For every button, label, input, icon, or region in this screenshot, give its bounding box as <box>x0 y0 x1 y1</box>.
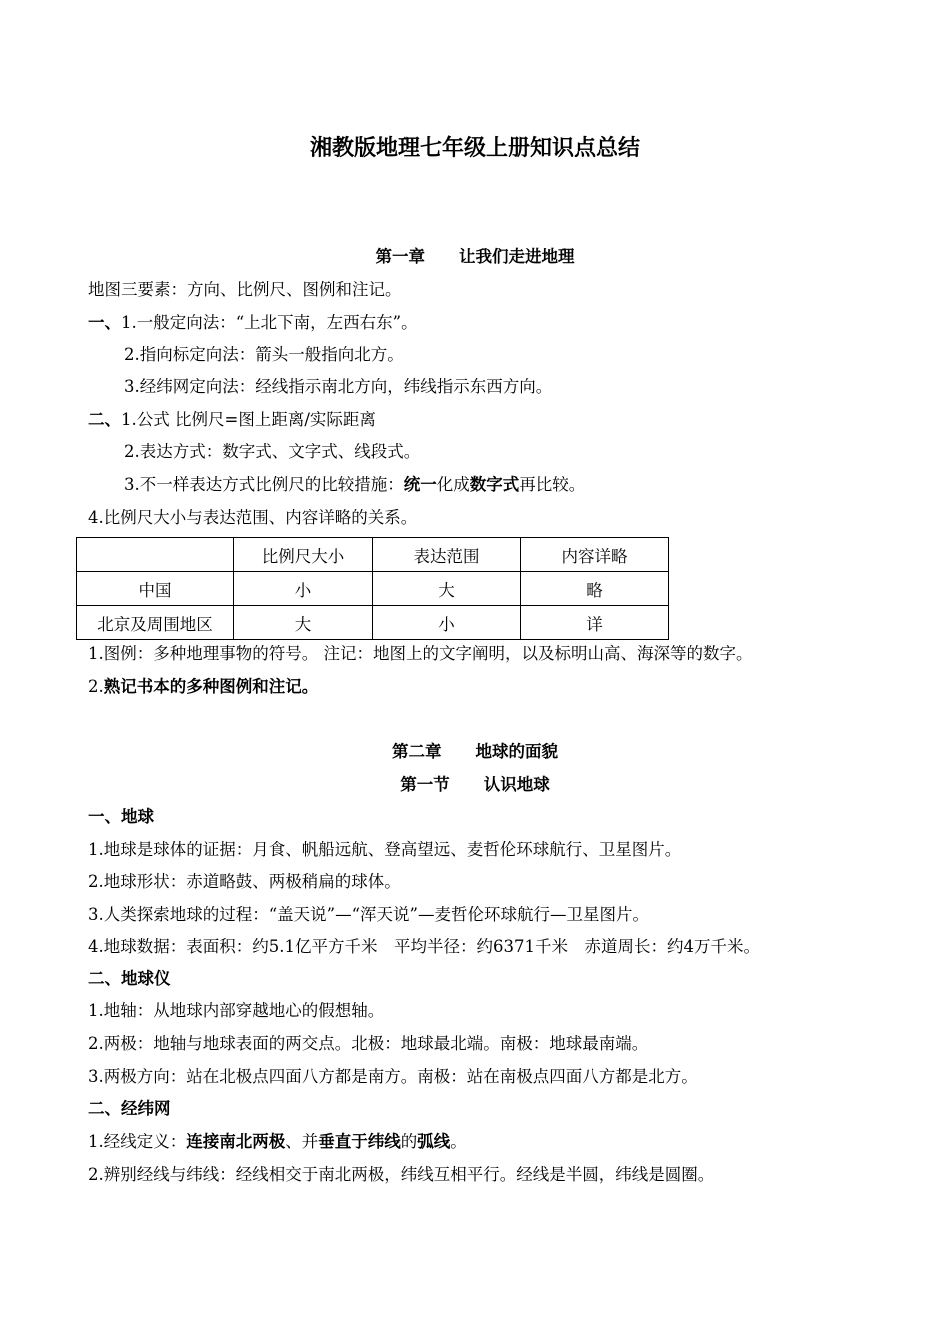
scale-item-3-bold-a: 统一 <box>403 475 437 494</box>
legend-line: 1.图例：多种地理事物的符号。 注记：地图上的文字阐明，以及标明山高、海深等的数字。 <box>88 644 753 663</box>
table-cell: 大 <box>234 606 373 640</box>
earth-item-3: 3.人类探索地球的过程：“盖天说”—“浑天说”—麦哲伦环球航行—卫星图片。 <box>88 905 649 924</box>
section-two-marker: 二、 <box>88 410 121 429</box>
grid-item-1-bold-a: 连接南北两极 <box>186 1132 286 1151</box>
table-header-cell <box>77 538 234 572</box>
grid-item-1-bold-b: 垂直于纬线 <box>318 1132 401 1151</box>
table-header-cell: 比例尺大小 <box>234 538 373 572</box>
scale-item-1-text: 1.公式 比例尺=图上距离/实际距离 <box>121 410 376 429</box>
globe-item-1: 1.地轴：从地球内部穿越地心的假想轴。 <box>88 1001 385 1020</box>
memorize-number: 2. <box>88 677 104 696</box>
globe-item-2: 2.两极：地轴与地球表面的两交点。北极：地球最北端。南极：地球最南端。 <box>88 1034 649 1053</box>
table-cell: 略 <box>521 572 669 606</box>
scale-item-3-text-a: 3.不一样表达方式比例尺的比较措施： <box>124 475 404 494</box>
memorize-line <box>88 676 318 698</box>
earth-item-2: 2.地球形状：赤道略鼓、两极稍扁的球体。 <box>88 872 401 891</box>
direction-item-1 <box>88 312 418 334</box>
chapter-2-title: 地球的面貌 <box>475 742 558 761</box>
direction-item-1-text: 1.一般定向法：“上北下南，左西右东”。 <box>121 313 418 332</box>
map-elements-line: 地图三要素：方向、比例尺、图例和注记。 <box>88 280 402 299</box>
section-1-title: 认识地球 <box>483 775 550 794</box>
table-cell: 小 <box>234 572 373 606</box>
scale-item-3-bold-b: 数字式 <box>469 475 520 494</box>
scale-item-4: 4.比例尺大小与表达范围、内容详略的关系。 <box>88 508 418 527</box>
scale-item-3-text-b: 化成 <box>436 475 470 494</box>
section-1-heading <box>0 774 950 796</box>
table-header-cell: 内容详略 <box>521 538 669 572</box>
scale-item-3 <box>124 474 585 496</box>
scale-comparison-table <box>76 537 669 640</box>
scale-item-2: 2.表达方式：数字式、文字式、线段式。 <box>124 442 421 461</box>
table-header-cell: 表达范围 <box>373 538 521 572</box>
direction-item-3: 3.经纬网定向法：经线指示南北方向，纬线指示东西方向。 <box>124 377 553 396</box>
grid-item-1-text-d: 。 <box>450 1132 467 1151</box>
memorize-text: 熟记书本的多种图例和注记。 <box>103 677 319 696</box>
earth-subheading: 一、地球 <box>88 807 154 826</box>
table-cell: 大 <box>373 572 521 606</box>
grid-item-1-text-c: 的 <box>400 1132 418 1151</box>
direction-item-2: 2.指向标定向法：箭头一般指向北方。 <box>124 345 404 364</box>
table-cell: 小 <box>373 606 521 640</box>
grid-subheading: 二、经纬网 <box>88 1099 171 1118</box>
globe-item-3: 3.两极方向：站在北极点四面八方都是南方。南极：站在南极点四面八方都是北方。 <box>88 1067 698 1086</box>
grid-item-1-text-b: 、并 <box>285 1132 319 1151</box>
grid-item-1 <box>88 1131 467 1153</box>
chapter-2-number: 第二章 <box>392 742 442 761</box>
earth-item-1: 1.地球是球体的证据：月食、帆船远航、登高望远、麦哲伦环球航行、卫星图片。 <box>88 840 682 859</box>
grid-item-1-bold-c: 弧线 <box>417 1132 451 1151</box>
section-1-number: 第一节 <box>400 775 450 794</box>
table-row <box>77 572 669 606</box>
globe-subheading: 二、地球仪 <box>88 969 171 988</box>
table-cell: 北京及周围地区 <box>77 606 234 640</box>
chapter-1-title: 让我们走进地理 <box>459 247 575 266</box>
table-cell: 中国 <box>77 572 234 606</box>
document-title: 湘教版地理七年级上册知识点总结 <box>309 136 640 161</box>
grid-item-1-text-a: 1.经线定义： <box>88 1132 187 1151</box>
earth-item-4: 4.地球数据：表面积：约5.1亿平方千米 平均半径：约6371千米 赤道周长：约4万千米。 <box>88 937 760 956</box>
scale-item-1 <box>88 409 376 431</box>
chapter-1-heading <box>0 246 950 268</box>
scale-item-3-text-c: 再比较。 <box>519 475 586 494</box>
table-cell: 详 <box>521 606 669 640</box>
grid-item-2: 2.辨别经线与纬线：经线相交于南北两极，纬线互相平行。经线是半圆，纬线是圆圈。 <box>88 1165 715 1184</box>
section-one-marker: 一、 <box>88 313 121 332</box>
table-row <box>77 606 669 640</box>
table-header-row <box>77 538 669 572</box>
chapter-2-heading <box>0 741 950 763</box>
chapter-1-number: 第一章 <box>375 247 425 266</box>
